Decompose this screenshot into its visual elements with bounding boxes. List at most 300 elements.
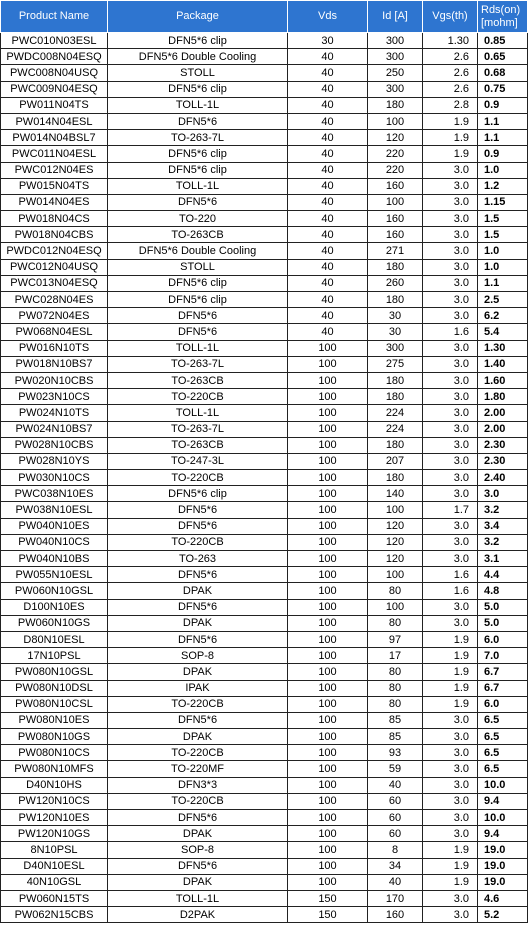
cell-vds: 40 xyxy=(288,81,368,97)
cell-product-name: PW018N04CS xyxy=(1,211,108,227)
cell-product-name: D80N10ESL xyxy=(1,631,108,647)
header-vgs: Vgs(th) xyxy=(423,1,478,33)
cell-product-name: PW024N10BS7 xyxy=(1,421,108,437)
cell-vds: 100 xyxy=(288,858,368,874)
cell-id: 59 xyxy=(368,761,423,777)
cell-vgs: 1.9 xyxy=(423,696,478,712)
cell-rds: 1.60 xyxy=(478,372,528,388)
cell-product-name: PW018N10BS7 xyxy=(1,356,108,372)
cell-package: TO-220CB xyxy=(108,745,288,761)
cell-id: 97 xyxy=(368,631,423,647)
cell-package: DPAK xyxy=(108,729,288,745)
cell-id: 100 xyxy=(368,567,423,583)
table-row xyxy=(1,502,528,518)
cell-vds: 40 xyxy=(288,130,368,146)
table-row xyxy=(1,680,528,696)
cell-vgs: 3.0 xyxy=(423,810,478,826)
cell-id: 85 xyxy=(368,712,423,728)
table-row xyxy=(1,810,528,826)
cell-id: 180 xyxy=(368,470,423,486)
cell-id: 224 xyxy=(368,421,423,437)
table-row xyxy=(1,664,528,680)
cell-package: DFN5*6 clip xyxy=(108,81,288,97)
cell-product-name: PW020N10CBS xyxy=(1,372,108,388)
cell-id: 160 xyxy=(368,227,423,243)
table-row xyxy=(1,81,528,97)
cell-rds: 0.9 xyxy=(478,146,528,162)
cell-vgs: 3.0 xyxy=(423,405,478,421)
header-id: Id [A] xyxy=(368,1,423,33)
table-row xyxy=(1,292,528,308)
cell-rds: 1.40 xyxy=(478,356,528,372)
cell-rds: 6.7 xyxy=(478,680,528,696)
cell-id: 34 xyxy=(368,858,423,874)
cell-package: DFN5*6 xyxy=(108,631,288,647)
cell-product-name: PW028N10CBS xyxy=(1,437,108,453)
cell-rds: 6.5 xyxy=(478,729,528,745)
header-rds xyxy=(478,1,528,33)
cell-package: DFN3*3 xyxy=(108,777,288,793)
cell-package: TO-263CB xyxy=(108,437,288,453)
cell-package: TO-263-7L xyxy=(108,130,288,146)
cell-vgs: 1.9 xyxy=(423,631,478,647)
cell-vds: 100 xyxy=(288,453,368,469)
cell-vds: 100 xyxy=(288,648,368,664)
cell-rds: 6.7 xyxy=(478,664,528,680)
cell-package: DFN5*6 xyxy=(108,113,288,129)
cell-rds: 6.5 xyxy=(478,745,528,761)
cell-id: 60 xyxy=(368,810,423,826)
cell-package: DFN5*6 Double Cooling xyxy=(108,243,288,259)
cell-rds: 4.6 xyxy=(478,890,528,906)
cell-rds: 1.1 xyxy=(478,113,528,129)
cell-vgs: 3.0 xyxy=(423,211,478,227)
cell-package: TO-220CB xyxy=(108,470,288,486)
cell-vds: 40 xyxy=(288,65,368,81)
table-row xyxy=(1,453,528,469)
cell-vds: 100 xyxy=(288,793,368,809)
cell-id: 80 xyxy=(368,583,423,599)
cell-package: DPAK xyxy=(108,664,288,680)
cell-vds: 150 xyxy=(288,890,368,906)
cell-vgs: 3.0 xyxy=(423,615,478,631)
cell-vgs: 1.9 xyxy=(423,858,478,874)
cell-vds: 40 xyxy=(288,324,368,340)
cell-package: DFN5*6 xyxy=(108,194,288,210)
cell-id: 30 xyxy=(368,324,423,340)
cell-rds: 2.40 xyxy=(478,470,528,486)
table-row xyxy=(1,308,528,324)
cell-product-name: PW014N04ESL xyxy=(1,113,108,129)
cell-id: 160 xyxy=(368,211,423,227)
cell-id: 85 xyxy=(368,729,423,745)
cell-package: TO-220CB xyxy=(108,696,288,712)
table-row xyxy=(1,729,528,745)
cell-id: 30 xyxy=(368,308,423,324)
header-vds: Vds xyxy=(288,1,368,33)
cell-package: TOLL-1L xyxy=(108,97,288,113)
cell-product-name: PWC028N04ES xyxy=(1,292,108,308)
table-row xyxy=(1,65,528,81)
table-row xyxy=(1,615,528,631)
cell-package: DFN5*6 clip xyxy=(108,292,288,308)
cell-id: 100 xyxy=(368,502,423,518)
cell-vgs: 3.0 xyxy=(423,826,478,842)
cell-id: 40 xyxy=(368,874,423,890)
cell-product-name: D40N10ESL xyxy=(1,858,108,874)
table-row xyxy=(1,648,528,664)
cell-product-name: PW120N10ES xyxy=(1,810,108,826)
table-row xyxy=(1,486,528,502)
cell-product-name: PW018N04CBS xyxy=(1,227,108,243)
cell-vds: 100 xyxy=(288,842,368,858)
table-row xyxy=(1,583,528,599)
cell-id: 300 xyxy=(368,49,423,65)
cell-rds: 3.1 xyxy=(478,551,528,567)
table-row xyxy=(1,793,528,809)
cell-rds: 5.2 xyxy=(478,907,528,923)
cell-package: DFN5*6 xyxy=(108,502,288,518)
cell-id: 100 xyxy=(368,599,423,615)
cell-id: 93 xyxy=(368,745,423,761)
cell-vds: 40 xyxy=(288,97,368,113)
cell-package: TO-263-7L xyxy=(108,421,288,437)
cell-product-name: PW062N15CBS xyxy=(1,907,108,923)
cell-rds: 0.65 xyxy=(478,49,528,65)
cell-id: 180 xyxy=(368,292,423,308)
cell-vgs: 1.9 xyxy=(423,842,478,858)
cell-product-name: PW028N10YS xyxy=(1,453,108,469)
cell-vgs: 3.0 xyxy=(423,712,478,728)
cell-rds: 4.8 xyxy=(478,583,528,599)
cell-product-name: PWC012N04USQ xyxy=(1,259,108,275)
cell-product-name: PW080N10CS xyxy=(1,745,108,761)
cell-rds: 0.68 xyxy=(478,65,528,81)
cell-rds: 1.5 xyxy=(478,227,528,243)
table-row xyxy=(1,696,528,712)
cell-rds: 0.9 xyxy=(478,97,528,113)
cell-rds: 6.5 xyxy=(478,712,528,728)
cell-package: TOLL-1L xyxy=(108,405,288,421)
cell-vds: 40 xyxy=(288,146,368,162)
header-product-name: Product Name xyxy=(1,1,108,33)
cell-rds: 3.0 xyxy=(478,486,528,502)
table-row xyxy=(1,470,528,486)
cell-vgs: 1.9 xyxy=(423,146,478,162)
cell-rds: 1.0 xyxy=(478,162,528,178)
cell-vgs: 2.8 xyxy=(423,97,478,113)
cell-rds: 6.0 xyxy=(478,631,528,647)
cell-vgs: 3.0 xyxy=(423,275,478,291)
cell-vgs: 3.0 xyxy=(423,907,478,923)
table-row xyxy=(1,33,528,49)
header-row xyxy=(1,1,528,33)
cell-vds: 100 xyxy=(288,583,368,599)
cell-vgs: 1.30 xyxy=(423,33,478,49)
cell-vds: 100 xyxy=(288,599,368,615)
cell-vds: 100 xyxy=(288,534,368,550)
cell-vgs: 3.0 xyxy=(423,470,478,486)
cell-product-name: PW060N10GSL xyxy=(1,583,108,599)
cell-rds: 1.0 xyxy=(478,243,528,259)
cell-id: 180 xyxy=(368,259,423,275)
cell-product-name: PWDC012N04ESQ xyxy=(1,243,108,259)
cell-id: 250 xyxy=(368,65,423,81)
cell-vds: 100 xyxy=(288,664,368,680)
cell-vgs: 3.0 xyxy=(423,534,478,550)
cell-vds: 30 xyxy=(288,33,368,49)
cell-product-name: PW060N10GS xyxy=(1,615,108,631)
cell-vds: 100 xyxy=(288,729,368,745)
table-row xyxy=(1,389,528,405)
cell-vgs: 3.0 xyxy=(423,793,478,809)
cell-vds: 100 xyxy=(288,551,368,567)
table-row xyxy=(1,49,528,65)
cell-id: 271 xyxy=(368,243,423,259)
cell-id: 160 xyxy=(368,178,423,194)
table-row xyxy=(1,340,528,356)
cell-rds: 2.30 xyxy=(478,437,528,453)
table-row xyxy=(1,194,528,210)
table-row xyxy=(1,372,528,388)
cell-product-name: PW023N10CS xyxy=(1,389,108,405)
cell-package: DFN5*6 xyxy=(108,712,288,728)
cell-product-name: 17N10PSL xyxy=(1,648,108,664)
cell-id: 100 xyxy=(368,113,423,129)
table-row xyxy=(1,745,528,761)
cell-vds: 40 xyxy=(288,178,368,194)
cell-product-name: 8N10PSL xyxy=(1,842,108,858)
cell-package: DFN5*6 clip xyxy=(108,486,288,502)
cell-id: 180 xyxy=(368,372,423,388)
cell-product-name: PW014N04BSL7 xyxy=(1,130,108,146)
cell-rds: 1.0 xyxy=(478,259,528,275)
cell-vgs: 3.0 xyxy=(423,243,478,259)
cell-vds: 150 xyxy=(288,907,368,923)
cell-vds: 100 xyxy=(288,761,368,777)
table-body xyxy=(1,33,528,923)
table-row xyxy=(1,826,528,842)
table-row xyxy=(1,874,528,890)
cell-id: 170 xyxy=(368,890,423,906)
cell-vgs: 3.0 xyxy=(423,437,478,453)
cell-rds: 1.80 xyxy=(478,389,528,405)
cell-vgs: 1.9 xyxy=(423,113,478,129)
cell-rds: 10.0 xyxy=(478,810,528,826)
cell-rds: 4.4 xyxy=(478,567,528,583)
cell-vds: 100 xyxy=(288,826,368,842)
cell-rds: 5.4 xyxy=(478,324,528,340)
cell-id: 80 xyxy=(368,696,423,712)
cell-rds: 3.2 xyxy=(478,534,528,550)
table-row xyxy=(1,567,528,583)
cell-vds: 40 xyxy=(288,113,368,129)
table-row xyxy=(1,324,528,340)
cell-vgs: 3.0 xyxy=(423,227,478,243)
table-row xyxy=(1,437,528,453)
cell-product-name: PW060N15TS xyxy=(1,890,108,906)
cell-vds: 100 xyxy=(288,777,368,793)
cell-product-name: PW080N10ES xyxy=(1,712,108,728)
cell-id: 207 xyxy=(368,453,423,469)
cell-product-name: PW040N10BS xyxy=(1,551,108,567)
cell-product-name: PW030N10CS xyxy=(1,470,108,486)
table-row xyxy=(1,275,528,291)
cell-product-name: PW080N10MFS xyxy=(1,761,108,777)
cell-product-name: PWC010N03ESL xyxy=(1,33,108,49)
cell-vgs: 1.7 xyxy=(423,502,478,518)
table-row xyxy=(1,178,528,194)
cell-rds: 2.00 xyxy=(478,421,528,437)
cell-vds: 100 xyxy=(288,631,368,647)
cell-vds: 100 xyxy=(288,810,368,826)
cell-product-name: PW120N10GS xyxy=(1,826,108,842)
cell-id: 180 xyxy=(368,437,423,453)
cell-id: 275 xyxy=(368,356,423,372)
cell-vgs: 3.0 xyxy=(423,372,478,388)
cell-package: DPAK xyxy=(108,583,288,599)
cell-rds: 19.0 xyxy=(478,874,528,890)
cell-package: SOP-8 xyxy=(108,842,288,858)
cell-id: 260 xyxy=(368,275,423,291)
cell-product-name: PW080N10CSL xyxy=(1,696,108,712)
cell-rds: 1.5 xyxy=(478,211,528,227)
cell-product-name: PW068N04ESL xyxy=(1,324,108,340)
table-row xyxy=(1,631,528,647)
table-row xyxy=(1,534,528,550)
table-header xyxy=(1,1,528,33)
cell-product-name: PW038N10ESL xyxy=(1,502,108,518)
cell-vgs: 1.6 xyxy=(423,324,478,340)
cell-product-name: PWC008N04USQ xyxy=(1,65,108,81)
cell-vgs: 3.0 xyxy=(423,745,478,761)
cell-vds: 40 xyxy=(288,243,368,259)
table-row xyxy=(1,130,528,146)
table-row xyxy=(1,761,528,777)
cell-package: SOP-8 xyxy=(108,648,288,664)
cell-rds: 1.30 xyxy=(478,340,528,356)
cell-rds: 6.2 xyxy=(478,308,528,324)
table-row xyxy=(1,162,528,178)
cell-product-name: D100N10ES xyxy=(1,599,108,615)
cell-vgs: 3.0 xyxy=(423,389,478,405)
cell-vds: 40 xyxy=(288,308,368,324)
cell-rds: 2.00 xyxy=(478,405,528,421)
cell-package: DFN5*6 xyxy=(108,810,288,826)
cell-rds: 1.1 xyxy=(478,275,528,291)
cell-rds: 19.0 xyxy=(478,858,528,874)
cell-vgs: 2.6 xyxy=(423,81,478,97)
cell-package: DFN5*6 clip xyxy=(108,162,288,178)
cell-id: 100 xyxy=(368,194,423,210)
cell-vgs: 1.9 xyxy=(423,664,478,680)
cell-rds: 6.0 xyxy=(478,696,528,712)
table-row xyxy=(1,356,528,372)
cell-vds: 100 xyxy=(288,389,368,405)
cell-product-name: PW055N10ESL xyxy=(1,567,108,583)
table-row xyxy=(1,146,528,162)
cell-package: TO-263CB xyxy=(108,372,288,388)
cell-vds: 40 xyxy=(288,227,368,243)
cell-package: TO-220CB xyxy=(108,389,288,405)
cell-id: 8 xyxy=(368,842,423,858)
cell-id: 220 xyxy=(368,146,423,162)
cell-vds: 100 xyxy=(288,421,368,437)
cell-rds: 1.1 xyxy=(478,130,528,146)
table-row xyxy=(1,842,528,858)
table-row xyxy=(1,777,528,793)
cell-rds: 6.5 xyxy=(478,761,528,777)
cell-vgs: 3.0 xyxy=(423,259,478,275)
cell-vgs: 1.9 xyxy=(423,130,478,146)
cell-vds: 100 xyxy=(288,518,368,534)
cell-product-name: D40N10HS xyxy=(1,777,108,793)
cell-package: TOLL-1L xyxy=(108,340,288,356)
cell-product-name: PWC013N04ESQ xyxy=(1,275,108,291)
cell-product-name: PWC012N04ES xyxy=(1,162,108,178)
cell-vgs: 1.6 xyxy=(423,567,478,583)
cell-rds: 1.15 xyxy=(478,194,528,210)
table-row xyxy=(1,518,528,534)
cell-id: 80 xyxy=(368,664,423,680)
cell-vgs: 2.6 xyxy=(423,49,478,65)
header-package: Package xyxy=(108,1,288,33)
cell-id: 180 xyxy=(368,97,423,113)
cell-product-name: PW080N10GS xyxy=(1,729,108,745)
cell-package: DFN5*6 xyxy=(108,324,288,340)
cell-product-name: PW011N04TS xyxy=(1,97,108,113)
cell-product-name: PWDC008N04ESQ xyxy=(1,49,108,65)
cell-package: STOLL xyxy=(108,65,288,81)
cell-package: DPAK xyxy=(108,615,288,631)
cell-product-name: PWC009N04ESQ xyxy=(1,81,108,97)
cell-id: 120 xyxy=(368,534,423,550)
cell-vds: 40 xyxy=(288,259,368,275)
cell-package: TO-220 xyxy=(108,211,288,227)
cell-vgs: 1.6 xyxy=(423,583,478,599)
cell-vgs: 3.0 xyxy=(423,729,478,745)
cell-rds: 19.0 xyxy=(478,842,528,858)
cell-package: IPAK xyxy=(108,680,288,696)
cell-id: 300 xyxy=(368,81,423,97)
cell-package: TO-263-7L xyxy=(108,356,288,372)
cell-product-name: PW040N10CS xyxy=(1,534,108,550)
cell-id: 160 xyxy=(368,907,423,923)
cell-id: 60 xyxy=(368,793,423,809)
cell-id: 224 xyxy=(368,405,423,421)
cell-vds: 100 xyxy=(288,745,368,761)
cell-vgs: 3.0 xyxy=(423,453,478,469)
cell-rds: 9.4 xyxy=(478,826,528,842)
cell-package: DFN5*6 clip xyxy=(108,146,288,162)
cell-package: DFN5*6 xyxy=(108,308,288,324)
cell-package: TO-220MF xyxy=(108,761,288,777)
cell-id: 120 xyxy=(368,551,423,567)
cell-product-name: PW040N10ES xyxy=(1,518,108,534)
cell-id: 80 xyxy=(368,615,423,631)
cell-vds: 100 xyxy=(288,372,368,388)
cell-package: D2PAK xyxy=(108,907,288,923)
table-row xyxy=(1,97,528,113)
cell-rds: 5.0 xyxy=(478,615,528,631)
cell-rds: 3.2 xyxy=(478,502,528,518)
cell-vgs: 3.0 xyxy=(423,599,478,615)
cell-product-name: PW016N10TS xyxy=(1,340,108,356)
cell-package: DFN5*6 clip xyxy=(108,275,288,291)
cell-package: TO-220CB xyxy=(108,534,288,550)
cell-vgs: 3.0 xyxy=(423,292,478,308)
cell-vds: 100 xyxy=(288,486,368,502)
